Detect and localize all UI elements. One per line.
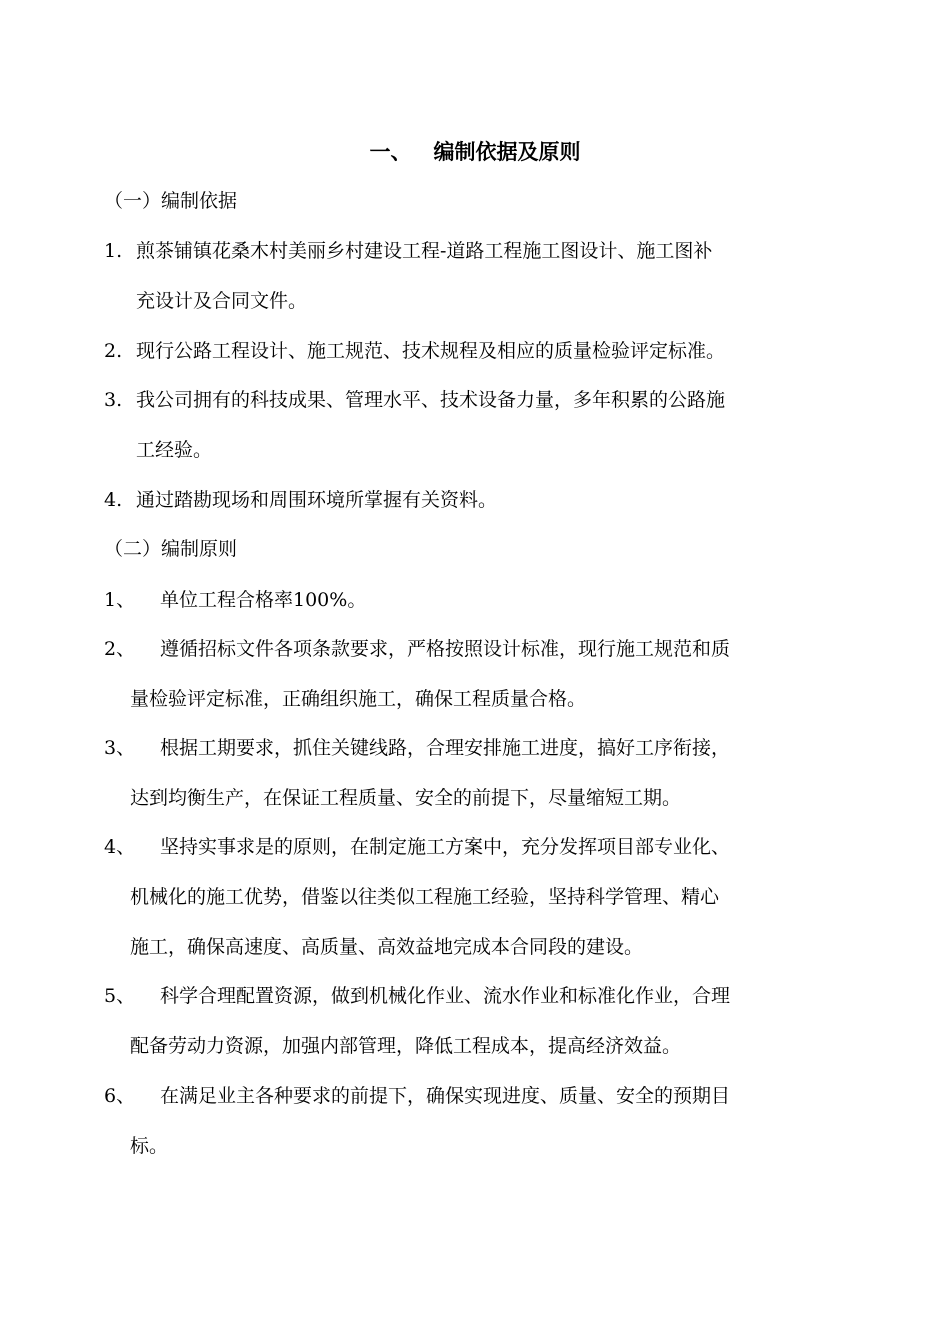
list-marker: 2. <box>104 340 123 362</box>
list-item <box>104 822 730 972</box>
list-item-text: 现行公路工程设计、施工规范、技术规程及相应的质量检验评定标准。 <box>136 340 726 362</box>
list-item <box>104 375 725 475</box>
list-item-text: 机械化的施工优势，借鉴以往类似工程施工经验，坚持科学管理、精心 <box>130 886 720 908</box>
list-item-text: 在满足业主各种要求的前提下，确保实现进度、质量、安全的预期目 <box>160 1085 731 1107</box>
list-item-text: 通过踏勘现场和周围环境所掌握有关资料。 <box>136 489 498 511</box>
list-item-text: 煎茶铺镇花桑木村美丽乡村建设工程-道路工程施工图设计、施工图补 <box>136 240 713 262</box>
list-item-text: 达到均衡生产，在保证工程质量、安全的前提下，尽量缩短工期。 <box>130 787 682 809</box>
list-marker: 3、 <box>104 737 136 759</box>
list-item-text: 配备劳动力资源，加强内部管理，降低工程成本，提高经济效益。 <box>130 1035 682 1057</box>
list-item-text: 量检验评定标准，正确组织施工，确保工程质量合格。 <box>130 688 587 710</box>
list-item <box>104 475 497 525</box>
title-number: 一、 <box>369 139 412 164</box>
list-item-text: 标。 <box>130 1135 169 1157</box>
list-item-text: 工经验。 <box>136 439 213 461</box>
list-marker: 1、 <box>104 589 136 611</box>
list-marker: 4、 <box>104 836 136 858</box>
list-marker: 2、 <box>104 638 136 660</box>
list-item-text: 遵循招标文件各项条款要求，严格按照设计标准，现行施工规范和质 <box>160 638 731 660</box>
section-heading-basis: （一）编制依据 <box>104 190 238 212</box>
list-item-text: 施工，确保高速度、高质量、高效益地完成本合同段的建设。 <box>130 936 644 958</box>
list-item <box>104 226 712 326</box>
list-marker: 4. <box>104 489 123 511</box>
list-item-text: 充设计及合同文件。 <box>136 290 308 312</box>
list-item <box>104 326 725 376</box>
page-title <box>0 134 950 170</box>
list-item <box>104 624 730 724</box>
list-item <box>104 971 730 1071</box>
list-item-text: 我公司拥有的科技成果、管理水平、技术设备力量，多年积累的公路施 <box>136 389 726 411</box>
list-marker: 5、 <box>104 985 136 1007</box>
section-heading-principles: （二）编制原则 <box>104 538 238 560</box>
title-text: 编制依据及原则 <box>433 139 581 164</box>
list-item <box>104 1071 730 1171</box>
list-item-text: 单位工程合格率100%。 <box>160 589 367 611</box>
list-item-text: 科学合理配置资源，做到机械化作业、流水作业和标准化作业，合理 <box>160 985 731 1007</box>
list-item-text: 坚持实事求是的原则，在制定施工方案中，充分发挥项目部专业化、 <box>160 836 731 858</box>
list-marker: 6、 <box>104 1085 136 1107</box>
list-item <box>104 575 366 625</box>
list-marker: 3. <box>104 389 123 411</box>
list-marker: 1. <box>104 240 123 262</box>
list-item <box>104 723 730 823</box>
list-item-text: 根据工期要求，抓住关键线路，合理安排施工进度，搞好工序衔接， <box>160 737 731 759</box>
